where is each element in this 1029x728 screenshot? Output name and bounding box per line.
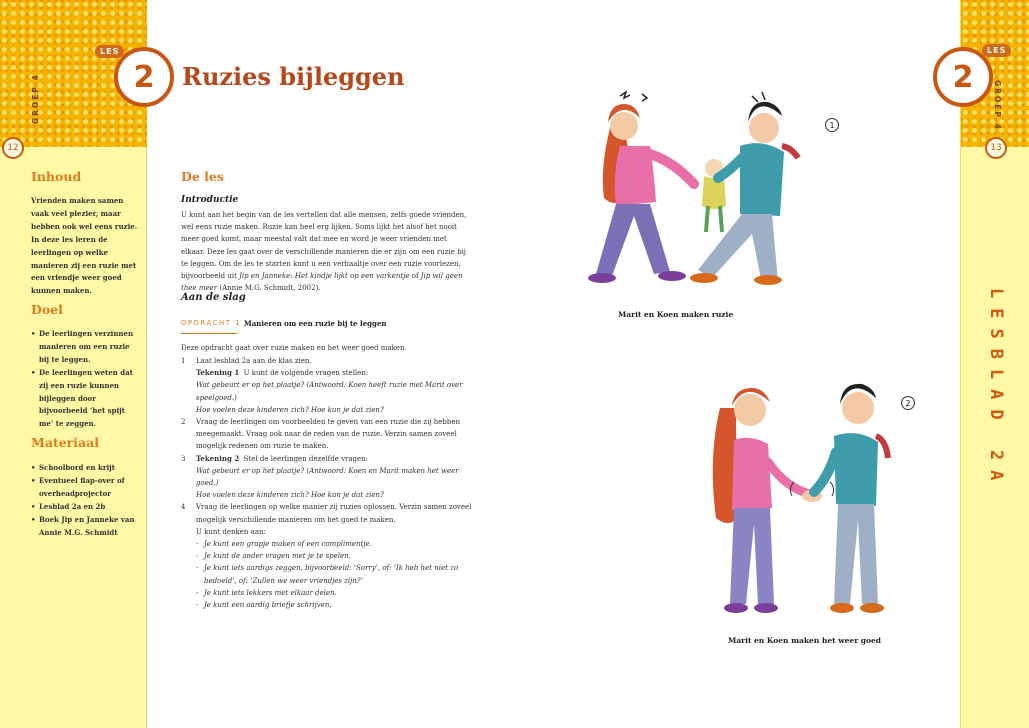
aan-de-slag-heading: Aan de slag [181, 292, 246, 303]
les-tag-left: LES [95, 45, 124, 58]
introductie-heading: Introductie [181, 195, 239, 205]
groep-label-left: GROEP 4 [31, 73, 40, 124]
opdracht-divider [181, 333, 237, 334]
opdracht-title: Manieren om een ruzie bij te leggen [244, 319, 387, 328]
materiaal-item: • Boek Jip en Janneke van Annie M.G. Schmidt [31, 514, 141, 540]
page-title: Ruzies bijleggen [182, 62, 405, 91]
illustration-fight [580, 88, 810, 298]
materiaal-heading: Materiaal [31, 435, 99, 450]
page-number-left: 12 [2, 137, 24, 159]
illustration-caption-1: Marit en Koen maken ruzie [618, 310, 734, 319]
illustration-number-2: 2 [901, 396, 915, 410]
illustration-number-1: 1 [825, 118, 839, 132]
opdracht-intro: Deze opdracht gaat over ruzie maken en het weer goed maken. [181, 344, 407, 352]
step-item: 2 Vraag de leerlingen om voorbeelden te geven van een ruzie die zij hebben meegemaakt. Vraag ook naar de reden van de ruzie. Verzin samen zoveel mogelijk redenen om ruzie te maken. [181, 418, 461, 451]
illustration-makeup [700, 378, 900, 623]
inhoud-text: Vrienden maken samen vaak veel plezier, maar hebben ook wel eens ruzie. In deze les leren de leerlingen op welke manieren zij een ruzie met een vriendje weer goed kunnen maken. [31, 196, 138, 296]
lesblad-label: LESBLAD 2A [986, 288, 1006, 491]
doel-item: • De leerlingen weten dat zij een ruzie kunnen bijleggen door bijvoorbeeld ‘het spijt me’ te zeggen. [31, 367, 141, 432]
materiaal-item: • Lesblad 2a en 2b [31, 501, 141, 514]
les-tag-right: LES [982, 44, 1011, 57]
inhoud-heading: Inhoud [31, 169, 82, 184]
step-list [181, 355, 481, 611]
lesson-number-left: 2 [114, 47, 174, 107]
groep-label-right: GROEP 4 [993, 80, 1002, 131]
opdracht-label: OPDRACHT 1 [181, 319, 242, 327]
doel-heading: Doel [31, 302, 63, 317]
doel-item: • De leerlingen verzinnen manieren om een ruzie bij te leggen. [31, 328, 141, 367]
materiaal-list [31, 462, 141, 539]
illustration-caption-2: Marit en Koen maken het weer goed [728, 636, 882, 645]
lesson-number-right: 2 [933, 47, 993, 107]
step-item: 3 Tekening 2 Stel de leerlingen dezelfde vragen: Wat gebeurt er op het plaatje? (Antwoord: Koen en Marit maken het weer goed.) Hoe voelen deze kinderen zich? Hoe kun je dat zien? [181, 453, 459, 500]
doel-list [31, 328, 141, 431]
step-item: 4 Vraag de leerlingen op welke manier zij ruzies oplossen. Verzin samen zoveel mogelijk verschillende manieren om het goed te maken. U kunt denken aan: - Je kunt een grapje maken of een complimentje. - Je kunt de ander vragen met je te spelen. - Je kunt iets aardigs zeggen, bijvoorbeeld: ‘Sorry’, of: ‘Ik heb het niet zo bedoeld’, of: ‘Zullen we weer vriendjes zijn?’ - Je kunt iets lekkers met elkaar delen. - Je kunt een aardig briefje schrijven. [181, 501, 481, 611]
step-item: 1 Laat lesblad 2a aan de klas zien. Tekening 1 U kunt de volgende vragen stellen: Wat gebeurt er op het plaatje? (Antwoord: Koen heeft ruzie met Marit over speelgoed.) Hoe voelen deze kinderen zich? Hoe kun je dat zien? [181, 357, 463, 414]
introductie-text: U kunt aan het begin van de les vertellen dat alle mensen, zelfs goede vrienden, wel eens ruzie maken. Ruzie kan heel erg lijken. Soms lijkt het alsof het nooit meer goed komt, maar meestal valt dat mee en word je weer vrienden met elkaar. Deze les gaat over de verschillende manieren die er zijn om een ruzie bij te leggen. Om de les te starten kunt u een verhaaltje over een ruzie voorlezen, bijvoorbeeld uit Jip en Janneke: Het kindje lijkt op een varkentje of Jip wil geen thee meer (Annie M.G. Schmidt, 2002). [181, 211, 467, 293]
materiaal-item: • Eventueel flap-over of overheadprojector [31, 475, 141, 501]
de-les-heading: De les [181, 169, 224, 184]
materiaal-item: • Schoolbord en krijt [31, 462, 141, 475]
page-number-right: 13 [985, 137, 1007, 159]
